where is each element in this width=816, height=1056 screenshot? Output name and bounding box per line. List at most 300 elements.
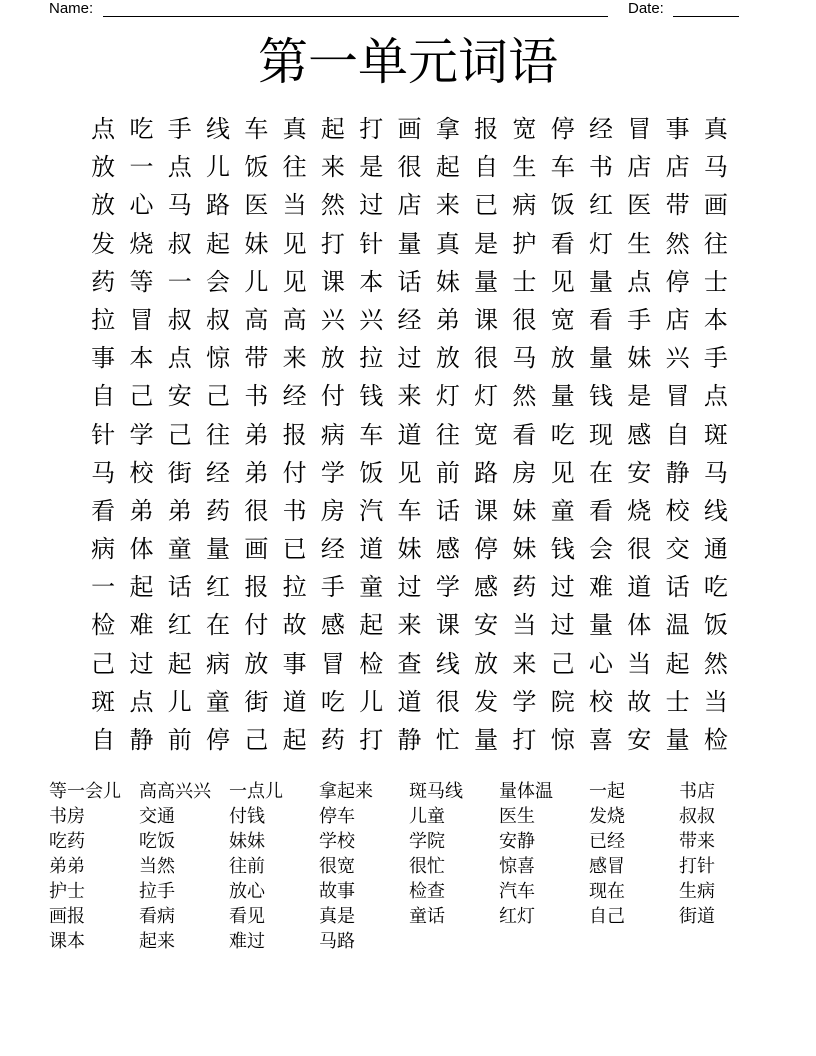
grid-cell[interactable]: 护	[512, 229, 537, 258]
grid-cell[interactable]: 安	[474, 611, 499, 640]
grid-cell[interactable]: 己	[244, 726, 269, 754]
grid-cell[interactable]: 针	[91, 420, 116, 449]
grid-cell[interactable]: 看	[589, 496, 613, 525]
grid-cell[interactable]: 量	[206, 535, 231, 564]
grid-cell[interactable]: 然	[665, 229, 690, 258]
grid-cell[interactable]: 拿	[435, 115, 460, 143]
grid-cell[interactable]: 过	[359, 191, 384, 220]
grid-cell[interactable]: 然	[320, 191, 345, 220]
grid-cell[interactable]: 马	[703, 458, 728, 487]
grid-cell[interactable]: 打	[320, 229, 345, 258]
grid-cell[interactable]: 童	[167, 535, 192, 564]
grid-cell[interactable]: 校	[129, 458, 154, 487]
grid-cell[interactable]: 当	[703, 687, 728, 716]
grid-cell[interactable]: 课	[320, 267, 345, 296]
grid-cell[interactable]: 发	[91, 229, 116, 258]
grid-cell[interactable]: 温	[665, 611, 690, 640]
grid-cell[interactable]: 自	[91, 726, 116, 754]
grid-cell[interactable]: 路	[206, 191, 231, 220]
grid-cell[interactable]: 校	[589, 687, 613, 716]
grid-cell[interactable]: 路	[474, 458, 499, 487]
grid-cell[interactable]: 冒	[129, 305, 154, 334]
grid-cell[interactable]: 是	[627, 382, 652, 411]
grid-cell[interactable]: 自	[665, 420, 690, 449]
grid-cell[interactable]: 饭	[550, 191, 575, 220]
grid-cell[interactable]: 停	[550, 115, 575, 143]
grid-cell[interactable]: 弟	[244, 420, 269, 449]
grid-cell[interactable]: 马	[512, 344, 537, 373]
grid-cell[interactable]: 儿	[244, 267, 269, 296]
grid-cell[interactable]: 过	[550, 611, 575, 640]
grid-cell[interactable]: 书	[244, 382, 269, 411]
word-search-grid[interactable]	[84, 110, 735, 759]
grid-cell[interactable]: 宽	[474, 420, 499, 449]
grid-cell[interactable]: 车	[244, 115, 269, 143]
grid-cell[interactable]: 拉	[359, 344, 384, 373]
grid-cell[interactable]: 话	[435, 496, 460, 525]
grid-cell[interactable]: 过	[550, 573, 575, 602]
grid-cell[interactable]: 经	[282, 382, 307, 411]
grid-cell[interactable]: 一	[167, 267, 192, 296]
grid-cell[interactable]: 童	[206, 687, 231, 716]
grid-cell[interactable]: 发	[474, 687, 499, 716]
grid-cell[interactable]: 难	[589, 573, 613, 602]
grid-cell[interactable]: 报	[474, 115, 499, 143]
grid-cell[interactable]: 起	[167, 649, 192, 678]
grid-cell[interactable]: 书	[282, 496, 307, 525]
word-bank-item: 交通	[139, 806, 175, 827]
grid-cell[interactable]: 吃	[129, 115, 154, 143]
grid-cell[interactable]: 叔	[206, 305, 231, 334]
grid-cell[interactable]: 心	[589, 649, 613, 678]
grid-cell[interactable]: 妹	[512, 496, 537, 525]
grid-cell[interactable]: 红	[206, 573, 231, 602]
grid-cell[interactable]: 来	[435, 191, 460, 220]
grid-cell[interactable]: 看	[91, 496, 116, 525]
grid-cell[interactable]: 真	[435, 229, 460, 258]
grid-cell[interactable]: 钱	[589, 382, 613, 411]
grid-cell[interactable]: 妹	[397, 535, 422, 564]
grid-cell[interactable]: 线	[435, 649, 460, 678]
grid-cell[interactable]: 打	[359, 726, 384, 754]
grid-cell[interactable]: 饭	[703, 611, 728, 640]
grid-cell[interactable]: 往	[435, 420, 460, 449]
grid-cell[interactable]: 妹	[627, 344, 652, 373]
grid-cell[interactable]: 画	[244, 535, 269, 564]
grid-cell[interactable]: 冒	[627, 115, 652, 143]
grid-cell[interactable]: 课	[474, 305, 499, 334]
grid-cell[interactable]: 房	[320, 496, 345, 525]
word-bank-item: 现在	[589, 881, 625, 902]
grid-cell[interactable]: 放	[435, 344, 460, 373]
grid-cell[interactable]: 己	[167, 420, 192, 449]
grid-cell[interactable]: 己	[129, 382, 154, 411]
grid-cell[interactable]: 放	[550, 344, 575, 373]
grid-cell[interactable]: 病	[91, 535, 116, 564]
grid-cell[interactable]: 生	[627, 229, 652, 258]
grid-cell[interactable]: 量	[665, 726, 690, 754]
grid-cell[interactable]: 本	[703, 305, 728, 334]
grid-cell[interactable]: 经	[206, 458, 231, 487]
grid-cell[interactable]: 事	[282, 649, 307, 678]
grid-cell[interactable]: 街	[167, 458, 192, 487]
grid-cell[interactable]: 话	[397, 267, 422, 296]
grid-cell[interactable]: 放	[474, 649, 499, 678]
grid-cell[interactable]: 钱	[550, 535, 575, 564]
grid-cell[interactable]: 叔	[167, 305, 192, 334]
grid-cell[interactable]: 点	[167, 344, 192, 373]
grid-cell[interactable]: 起	[359, 611, 384, 640]
grid-cell[interactable]: 妹	[244, 229, 269, 258]
grid-cell[interactable]: 生	[512, 153, 537, 182]
grid-cell[interactable]: 是	[474, 229, 499, 258]
grid-cell[interactable]: 看	[550, 229, 575, 258]
grid-cell[interactable]: 放	[91, 153, 116, 182]
grid-cell[interactable]: 感	[627, 420, 652, 449]
grid-cell[interactable]: 来	[282, 344, 307, 373]
grid-cell[interactable]: 红	[167, 611, 192, 640]
grid-cell[interactable]: 很	[397, 153, 422, 182]
grid-cell[interactable]: 往	[206, 420, 231, 449]
grid-cell[interactable]: 见	[397, 458, 422, 487]
grid-cell[interactable]: 药	[206, 496, 231, 525]
grid-cell[interactable]: 冒	[665, 382, 690, 411]
grid-cell[interactable]: 汽	[359, 496, 384, 525]
word-bank-item: 吃饭	[139, 831, 175, 852]
date-blank-line[interactable]	[673, 0, 739, 17]
grid-cell[interactable]: 惊	[550, 726, 575, 754]
grid-cell[interactable]: 起	[129, 573, 154, 602]
grid-cell[interactable]: 灯	[474, 382, 499, 411]
grid-cell[interactable]: 医	[627, 191, 652, 220]
grid-cell[interactable]: 报	[282, 420, 307, 449]
grid-cell[interactable]: 是	[359, 153, 384, 182]
grid-cell[interactable]: 报	[244, 573, 269, 602]
grid-cell[interactable]: 过	[397, 573, 422, 602]
grid-cell[interactable]: 学	[129, 420, 154, 449]
grid-cell[interactable]: 感	[474, 573, 499, 602]
grid-cell[interactable]: 兴	[320, 305, 345, 334]
grid-cell[interactable]: 安	[167, 382, 192, 411]
grid-cell[interactable]: 检	[359, 649, 384, 678]
grid-cell[interactable]: 己	[550, 649, 575, 678]
grid-cell[interactable]: 见	[282, 229, 307, 258]
grid-cell[interactable]: 手	[627, 305, 652, 334]
grid-cell[interactable]: 往	[282, 153, 307, 182]
grid-cell[interactable]: 点	[627, 267, 652, 296]
grid-cell[interactable]: 喜	[589, 726, 613, 754]
grid-cell[interactable]: 放	[320, 344, 345, 373]
grid-cell[interactable]: 来	[397, 611, 422, 640]
grid-cell[interactable]: 宽	[550, 305, 575, 334]
grid-cell[interactable]: 在	[206, 611, 231, 640]
grid-cell[interactable]: 烧	[129, 229, 154, 258]
grid-cell[interactable]: 放	[244, 649, 269, 678]
grid-cell[interactable]: 学	[512, 687, 537, 716]
grid-cell[interactable]: 前	[167, 726, 192, 754]
grid-cell[interactable]: 高	[244, 305, 269, 334]
grid-cell[interactable]: 静	[397, 726, 422, 754]
grid-cell[interactable]: 学	[435, 573, 460, 602]
grid-cell[interactable]: 吃	[550, 420, 575, 449]
grid-cell[interactable]: 药	[320, 726, 345, 754]
grid-cell[interactable]: 忙	[435, 726, 460, 754]
grid-cell[interactable]: 药	[91, 267, 116, 296]
grid-cell[interactable]: 很	[512, 305, 537, 334]
grid-cell[interactable]: 来	[320, 153, 345, 182]
grid-cell[interactable]: 己	[91, 649, 116, 678]
grid-cell[interactable]: 很	[244, 496, 269, 525]
grid-cell[interactable]: 校	[665, 496, 690, 525]
grid-cell[interactable]: 店	[665, 305, 690, 334]
grid-cell[interactable]: 病	[512, 191, 537, 220]
grid-cell[interactable]: 然	[512, 382, 537, 411]
grid-cell[interactable]: 点	[703, 382, 728, 411]
grid-cell[interactable]: 自	[474, 153, 499, 182]
grid-cell[interactable]: 叔	[167, 229, 192, 258]
grid-cell[interactable]: 妹	[512, 535, 537, 564]
grid-cell[interactable]: 会	[206, 267, 231, 296]
grid-cell[interactable]: 安	[627, 458, 652, 487]
grid-cell[interactable]: 医	[244, 191, 269, 220]
grid-cell[interactable]: 检	[703, 726, 728, 754]
grid-cell[interactable]: 院	[550, 687, 575, 716]
grid-cell[interactable]: 弟	[244, 458, 269, 487]
grid-cell[interactable]: 经	[320, 535, 345, 564]
grid-cell[interactable]: 儿	[206, 153, 231, 182]
grid-cell[interactable]: 起	[282, 726, 307, 754]
word-bank-item: 吃药	[49, 831, 85, 852]
grid-cell[interactable]: 道	[627, 573, 652, 602]
grid-cell[interactable]: 当	[512, 611, 537, 640]
grid-cell[interactable]: 看	[512, 420, 537, 449]
grid-cell[interactable]: 故	[282, 611, 307, 640]
grid-cell[interactable]: 手	[167, 115, 192, 143]
grid-cell[interactable]: 静	[665, 458, 690, 487]
grid-cell[interactable]: 烧	[627, 496, 652, 525]
grid-cell[interactable]: 感	[435, 535, 460, 564]
grid-cell[interactable]: 钱	[359, 382, 384, 411]
grid-cell[interactable]: 打	[512, 726, 537, 754]
grid-cell[interactable]: 饭	[244, 153, 269, 182]
grid-cell[interactable]: 店	[397, 191, 422, 220]
grid-cell[interactable]: 停	[474, 535, 499, 564]
grid-cell[interactable]: 兴	[665, 344, 690, 373]
grid-cell[interactable]: 士	[665, 687, 690, 716]
grid-cell[interactable]: 付	[244, 611, 269, 640]
grid-cell[interactable]: 拉	[91, 305, 116, 334]
grid-cell[interactable]: 手	[320, 573, 345, 602]
grid-cell[interactable]: 现	[589, 420, 613, 449]
grid-cell[interactable]: 很	[627, 535, 652, 564]
grid-cell[interactable]: 病	[206, 649, 231, 678]
grid-cell[interactable]: 见	[550, 458, 575, 487]
word-bank-item: 一起	[589, 781, 625, 802]
grid-cell[interactable]: 本	[129, 344, 154, 373]
grid-cell[interactable]: 道	[359, 535, 384, 564]
grid-cell[interactable]: 带	[244, 344, 269, 373]
name-blank-line[interactable]	[103, 0, 608, 17]
grid-cell[interactable]: 弟	[129, 496, 154, 525]
grid-cell[interactable]: 道	[397, 420, 422, 449]
grid-cell[interactable]: 画	[397, 115, 422, 143]
grid-cell[interactable]: 己	[206, 382, 231, 411]
grid-cell[interactable]: 起	[320, 115, 345, 143]
grid-cell[interactable]: 起	[206, 229, 231, 258]
grid-cell[interactable]: 感	[320, 611, 345, 640]
grid-cell[interactable]: 等	[129, 267, 154, 296]
grid-cell[interactable]: 道	[397, 687, 422, 716]
grid-cell[interactable]: 看	[589, 305, 613, 334]
grid-cell[interactable]: 故	[627, 687, 652, 716]
grid-cell[interactable]: 马	[91, 458, 116, 487]
grid-cell[interactable]: 静	[129, 726, 154, 754]
grid-cell[interactable]: 童	[550, 496, 575, 525]
grid-cell[interactable]: 在	[589, 458, 613, 487]
grid-cell[interactable]: 起	[435, 153, 460, 182]
grid-cell[interactable]: 药	[512, 573, 537, 602]
grid-cell[interactable]: 量	[474, 726, 499, 754]
grid-cell[interactable]: 当	[627, 649, 652, 678]
grid-cell[interactable]: 量	[589, 267, 613, 296]
grid-cell[interactable]: 过	[129, 649, 154, 678]
grid-cell[interactable]: 来	[397, 382, 422, 411]
grid-cell[interactable]: 量	[589, 611, 613, 640]
grid-cell[interactable]: 见	[282, 267, 307, 296]
grid-cell[interactable]: 过	[397, 344, 422, 373]
grid-cell[interactable]: 儿	[359, 687, 384, 716]
grid-cell[interactable]: 起	[665, 649, 690, 678]
grid-cell[interactable]: 体	[627, 611, 652, 640]
grid-cell[interactable]: 房	[512, 458, 537, 487]
grid-cell[interactable]: 兴	[359, 305, 384, 334]
grid-cell[interactable]: 吃	[320, 687, 345, 716]
grid-cell[interactable]: 弟	[435, 305, 460, 334]
grid-cell[interactable]: 已	[474, 191, 499, 220]
grid-cell[interactable]: 经	[589, 115, 613, 143]
grid-cell[interactable]: 难	[129, 611, 154, 640]
grid-cell[interactable]: 经	[397, 305, 422, 334]
grid-cell[interactable]: 斑	[703, 420, 728, 449]
grid-cell[interactable]: 事	[91, 344, 116, 373]
grid-cell[interactable]: 会	[589, 535, 613, 564]
word-bank-item: 自己	[589, 906, 625, 927]
grid-cell[interactable]: 宽	[512, 115, 537, 143]
grid-cell[interactable]: 车	[359, 420, 384, 449]
grid-cell[interactable]: 体	[129, 535, 154, 564]
grid-cell[interactable]: 妹	[435, 267, 460, 296]
grid-cell[interactable]: 手	[703, 344, 728, 373]
grid-cell[interactable]: 付	[320, 382, 345, 411]
grid-cell[interactable]: 道	[282, 687, 307, 716]
grid-cell[interactable]: 来	[512, 649, 537, 678]
grid-cell[interactable]: 街	[244, 687, 269, 716]
grid-cell[interactable]: 话	[665, 573, 690, 602]
grid-cell[interactable]: 弟	[167, 496, 192, 525]
grid-cell[interactable]: 安	[627, 726, 652, 754]
word-bank-item: 医生	[499, 806, 535, 827]
grid-cell[interactable]: 病	[320, 420, 345, 449]
grid-cell[interactable]: 然	[703, 649, 728, 678]
grid-cell[interactable]: 拉	[282, 573, 307, 602]
grid-cell[interactable]: 线	[703, 496, 728, 525]
grid-cell[interactable]: 打	[359, 115, 384, 143]
grid-cell[interactable]: 心	[129, 191, 154, 220]
grid-cell[interactable]: 付	[282, 458, 307, 487]
grid-cell[interactable]: 查	[397, 649, 422, 678]
grid-cell[interactable]: 斑	[91, 687, 116, 716]
grid-cell[interactable]: 交	[665, 535, 690, 564]
grid-cell[interactable]: 量	[397, 229, 422, 258]
grid-cell[interactable]: 自	[91, 382, 116, 411]
word-bank-item: 真是	[319, 906, 355, 927]
grid-cell[interactable]: 马	[703, 153, 728, 182]
grid-cell[interactable]: 冒	[320, 649, 345, 678]
grid-cell[interactable]: 高	[282, 305, 307, 334]
grid-cell[interactable]: 量	[589, 344, 613, 373]
grid-cell[interactable]: 马	[167, 191, 192, 220]
grid-cell[interactable]: 点	[91, 115, 116, 143]
grid-cell[interactable]: 饭	[359, 458, 384, 487]
grid-cell[interactable]: 点	[129, 687, 154, 716]
grid-cell[interactable]: 店	[665, 153, 690, 182]
grid-cell[interactable]: 红	[589, 191, 613, 220]
grid-cell[interactable]: 事	[665, 115, 690, 143]
grid-cell[interactable]: 停	[665, 267, 690, 296]
grid-cell[interactable]: 本	[359, 267, 384, 296]
grid-cell[interactable]: 灯	[435, 382, 460, 411]
grid-cell[interactable]: 书	[589, 153, 613, 182]
grid-cell[interactable]: 量	[550, 382, 575, 411]
grid-cell[interactable]: 很	[435, 687, 460, 716]
grid-cell[interactable]: 儿	[167, 687, 192, 716]
grid-cell[interactable]: 车	[397, 496, 422, 525]
grid-cell[interactable]: 话	[167, 573, 192, 602]
grid-cell[interactable]: 见	[550, 267, 575, 296]
grid-cell[interactable]: 学	[320, 458, 345, 487]
grid-cell[interactable]: 已	[282, 535, 307, 564]
grid-cell[interactable]: 线	[206, 115, 231, 143]
grid-cell[interactable]: 吃	[703, 573, 728, 602]
grid-cell[interactable]: 惊	[206, 344, 231, 373]
grid-cell[interactable]: 真	[282, 115, 307, 143]
grid-cell[interactable]: 点	[167, 153, 192, 182]
grid-cell[interactable]: 灯	[589, 229, 613, 258]
grid-cell[interactable]: 店	[627, 153, 652, 182]
grid-cell[interactable]: 童	[359, 573, 384, 602]
grid-cell[interactable]: 课	[474, 496, 499, 525]
grid-cell[interactable]: 一	[91, 573, 116, 602]
grid-cell[interactable]: 量	[474, 267, 499, 296]
grid-cell[interactable]: 检	[91, 611, 116, 640]
grid-cell[interactable]: 一	[129, 153, 154, 182]
grid-cell[interactable]: 士	[703, 267, 728, 296]
grid-cell[interactable]: 带	[665, 191, 690, 220]
grid-cell[interactable]: 停	[206, 726, 231, 754]
grid-cell[interactable]: 真	[703, 115, 728, 143]
grid-cell[interactable]: 很	[474, 344, 499, 373]
grid-cell[interactable]: 通	[703, 535, 728, 564]
grid-cell[interactable]: 放	[91, 191, 116, 220]
grid-cell[interactable]: 针	[359, 229, 384, 258]
grid-cell[interactable]: 往	[703, 229, 728, 258]
grid-cell[interactable]: 士	[512, 267, 537, 296]
grid-cell[interactable]: 前	[435, 458, 460, 487]
grid-cell[interactable]: 课	[435, 611, 460, 640]
grid-cell[interactable]: 当	[282, 191, 307, 220]
grid-cell[interactable]: 画	[703, 191, 728, 220]
grid-cell[interactable]: 车	[550, 153, 575, 182]
